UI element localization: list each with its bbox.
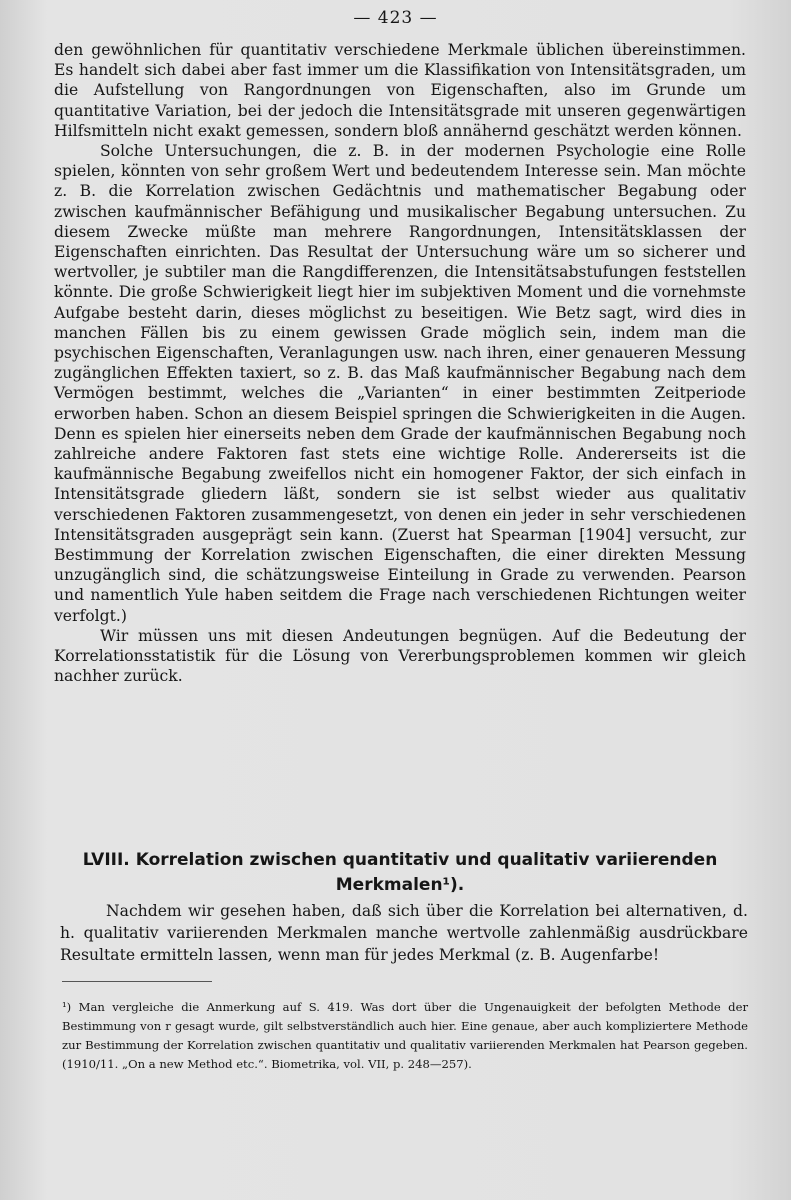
footnote: ¹) Man vergleiche die Anmerkung auf S. 419. Was dort über die Ungenauigkeit der befolgten Methode der Bestimmung von r gesagt wurde, gilt selbstverständlich auch hier. Eine genaue, aber auch kompliziertere Methode zur Bestimmung der Korrelation zwischen quantitativ und qualitativ variierenden Merkmalen hat Pearson gegeben. (1910/11. „On a new Method etc.“. Biometrika, vol. VII, p. 248—257). — [62, 999, 748, 1071]
section-heading: LVIII. Korrelation zwischen quantitativ und qualitativ variierenden Merkmalen¹). — [82, 850, 718, 895]
paragraph-2: Solche Untersuchungen, die z. B. in der modernen Psychologie eine Rolle spielen, könnten von sehr großem Wert und bedeutendem Interesse sein. Man möchte z. B. die Korrelation zwischen Gedächtnis und mathematischer Begabung oder zwischen kaufmännischer Befähigung und musikalischer Begabung untersuchen. Zu diesem Zwecke müßte man mehrere Rangordnungen, Intensitätsklassen der Eigenschaften einrichten. Das Resultat der Untersuchung wäre um so sicherer und wertvoller, je subtiler man die Rangdifferenzen, die Intensitätsabstufungen feststellen könnte. Die große Schwierigkeit liegt hier im subjektiven Moment und die vornehmste Aufgabe besteht darin, dieses möglichst zu beseitigen. Wie Betz sagt, wird dies in manchen Fällen bis zu einem gewissen Grade möglich sein, indem man die psychischen Eigenschaften, Veranlagungen usw. nach ihren, einer genaueren Messung zugänglichen Effekten taxiert, so z. B. das Maß kaufmännischer Begabung nach dem Vermögen bestimmt, welches die „Varianten“ in einer bestimmten Zeitperiode erworben haben. Schon an diesem Beispiel springen die Schwierigkeiten in die Augen. Denn es spielen hier einerseits neben dem Grade der kaufmännischen Begabung noch zahlreiche andere Faktoren fast stets eine wichtige Rolle. Andererseits ist die kaufmännische Begabung zweifellos nicht ein homogener Faktor, der sich einfach in Intensitätsgrade gliedern läßt, sondern sie ist selbst wieder aus qualitativ verschiedenen Faktoren zusammengesetzt, von denen ein jeder in sehr verschiedenen Intensitätsgraden ausgeprägt sein kann. (Zuerst hat Spearman [1904] versucht, zur Bestimmung der Korrelation zwischen Eigenschaften, die einer direkten Messung unzugänglich sind, die schätzungsweise Einteilung in Grade zu verwenden. Pearson und namentlich Yule haben seitdem die Frage nach verschiedenen Richtungen weiter verfolgt.) — [54, 142, 746, 625]
footnote-divider — [62, 981, 212, 982]
paragraph-3: Wir müssen uns mit diesen Andeutungen begnügen. Auf die Bedeutung der Korrelationsstatistik für die Lösung von Vererbungsproblemen kommen wir gleich nachher zurück. — [54, 626, 746, 686]
page-number: — 423 — — [353, 8, 438, 28]
section-paragraph: Nachdem wir gesehen haben, daß sich über die Korrelation bei alternativen, d. h. qualitativ variierenden Merkmalen manche wertvolle zahlenmäßig ausdrückbare Resultate ermitteln lassen, wenn man für jedes Merkmal (z. B. Augenfarbe! — [60, 902, 748, 964]
paragraph-1: den gewöhnlichen für quantitativ verschiedene Merkmale üblichen übereinstimmen. Es handelt sich dabei aber fast immer um die Klassifikation von Intensitätsgraden, um die Aufstellung von Rangordnungen von Eigenschaften, also im Grunde um quantitative Variation, bei der jedoch die Intensitätsgrade mit unseren gegenwärtigen Hilfsmitteln nicht exakt gemessen, sondern bloß annähernd geschätzt werden können. — [54, 41, 746, 140]
body-text — [54, 40, 746, 687]
